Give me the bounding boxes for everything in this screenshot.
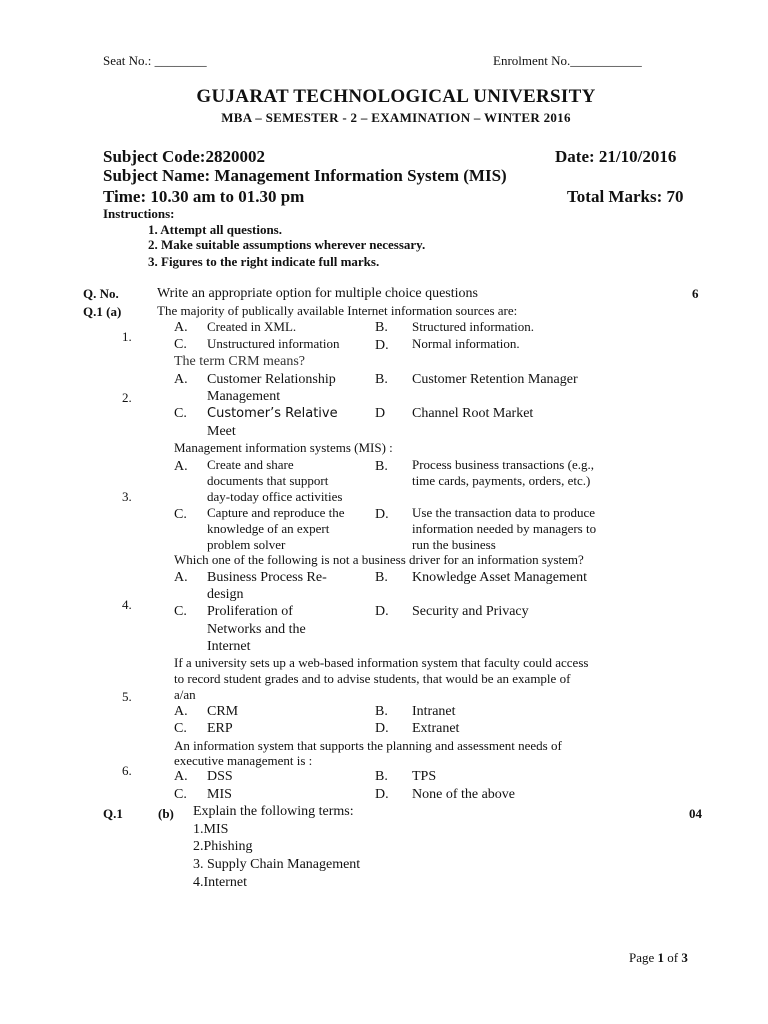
question-number: 3. — [122, 489, 132, 504]
term-item: 2.Phishing — [193, 839, 253, 854]
option-text: knowledge of an expert — [207, 521, 330, 536]
option-text: DSS — [207, 769, 233, 784]
total-marks: Total Marks: 70 — [567, 187, 684, 206]
enrolment-no: Enrolment No.___________ — [493, 53, 642, 68]
question-text: to record student grades and to advise students, that would be an example of — [174, 671, 571, 686]
option-letter: A. — [174, 320, 188, 335]
q1a-label: Q.1 (a) — [83, 304, 122, 319]
section-b-heading: Explain the following terms: — [193, 804, 354, 819]
option-letter: C. — [174, 604, 187, 619]
term-item: 4.Internet — [193, 875, 248, 890]
question-number: 2. — [122, 390, 132, 405]
option-letter: B. — [375, 769, 388, 784]
option-letter: D. — [375, 604, 389, 619]
option-text: Internet — [207, 639, 251, 654]
question-text: If a university sets up a web-based information system that faculty could access — [174, 655, 589, 670]
option-text: Use the transaction data to produce — [412, 505, 596, 520]
option-text: time cards, payments, orders, etc.) — [412, 473, 591, 488]
question-text: An information system that supports the planning and assessment needs of — [174, 738, 562, 753]
option-text: Create and share — [207, 457, 294, 472]
option-text: CRM — [207, 704, 239, 719]
option-text: Knowledge Asset Management — [412, 570, 587, 585]
option-text: information needed by managers to — [412, 521, 597, 536]
q1b-label: Q.1 — [103, 806, 123, 821]
question-number: 6. — [122, 763, 132, 778]
option-text: Customer’s Relative — [207, 406, 338, 421]
question-text: a/an — [174, 687, 196, 702]
question-number: 4. — [122, 597, 132, 612]
exam-time: Time: 10.30 am to 01.30 pm — [103, 187, 305, 206]
option-letter: B. — [375, 372, 388, 387]
question-text: The term CRM means? — [174, 354, 306, 369]
option-text: Networks and the — [207, 622, 306, 637]
option-text: MIS — [207, 787, 232, 802]
question-number: 1. — [122, 329, 132, 344]
option-text: Business Process Re- — [207, 570, 327, 585]
option-letter: D. — [375, 338, 389, 353]
instructions-label: Instructions: — [103, 206, 175, 221]
option-letter: D — [375, 406, 386, 421]
q-no-label: Q. No. — [83, 286, 119, 301]
option-letter: C. — [174, 787, 187, 802]
option-text: Unstructured information — [207, 336, 340, 351]
option-letter: B. — [375, 459, 388, 474]
option-text: None of the above — [412, 787, 516, 802]
option-letter: A. — [174, 372, 188, 387]
section-b-marks: 04 — [689, 806, 702, 821]
option-letter: A. — [174, 459, 188, 474]
exam-title: MBA – SEMESTER - 2 – EXAMINATION – WINTER 2016 — [221, 110, 571, 125]
option-text: run the business — [412, 537, 496, 552]
option-letter: A. — [174, 704, 188, 719]
option-letter: A. — [174, 769, 188, 784]
option-letter: C. — [174, 721, 187, 736]
option-letter: C. — [174, 406, 187, 421]
option-text: documents that support — [207, 473, 329, 488]
question-text: Management information systems (MIS) : — [174, 440, 393, 455]
option-letter: D. — [375, 787, 389, 802]
option-text: Intranet — [412, 704, 456, 719]
page-current: 1 — [657, 950, 665, 965]
term-item: 1.MIS — [193, 822, 229, 837]
option-text: Structured information. — [412, 319, 535, 334]
option-text: Capture and reproduce the — [207, 505, 345, 520]
instruction-item: 3. Figures to the right indicate full marks. — [148, 254, 380, 269]
option-text: Meet — [207, 424, 236, 439]
page-of: of — [664, 950, 682, 965]
option-letter: C. — [174, 507, 187, 522]
option-text: day-today office activities — [207, 489, 343, 504]
question-text: Which one of the following is not a business driver for an information system? — [174, 552, 584, 567]
instruction-item: 1. Attempt all questions. — [148, 222, 282, 237]
option-text: Process business transactions (e.g., — [412, 457, 594, 472]
page-total: 3 — [681, 950, 688, 965]
question-number: 5. — [122, 689, 132, 704]
option-text: Management — [207, 389, 281, 404]
subject-code: Subject Code:2820002 — [103, 147, 265, 166]
option-text: problem solver — [207, 537, 286, 552]
instruction-item: 2. Make suitable assumptions wherever necessary. — [148, 237, 426, 252]
option-letter: B. — [375, 570, 388, 585]
option-letter: B. — [375, 320, 388, 335]
option-letter: C. — [174, 337, 187, 352]
term-item: 3. Supply Chain Management — [193, 857, 361, 872]
option-text: Created in XML. — [207, 319, 297, 334]
option-text: Customer Retention Manager — [412, 372, 578, 387]
subject-name: Subject Name: Management Information System (MIS) — [103, 166, 507, 185]
page-number — [629, 950, 688, 966]
question-text: The majority of publically available Internet information sources are: — [157, 303, 518, 318]
question-text: executive management is : — [174, 753, 313, 768]
section-a-marks: 6 — [692, 286, 699, 301]
option-text: Normal information. — [412, 336, 520, 351]
option-letter: D. — [375, 507, 389, 522]
option-text: ERP — [207, 721, 233, 736]
option-text: Security and Privacy — [412, 604, 529, 619]
option-text: Channel Root Market — [412, 406, 534, 421]
option-text: Proliferation of — [207, 604, 293, 619]
option-letter: A. — [174, 570, 188, 585]
seat-no: Seat No.: ________ — [103, 53, 207, 68]
section-a-heading: Write an appropriate option for multiple choice questions — [157, 286, 478, 301]
q1b-part: (b) — [158, 806, 174, 821]
exam-date: Date: 21/10/2016 — [555, 147, 677, 166]
page-prefix: Page — [629, 950, 658, 965]
option-letter: B. — [375, 704, 388, 719]
option-text: TPS — [412, 769, 437, 784]
option-text: Extranet — [412, 721, 460, 736]
option-letter: D. — [375, 721, 389, 736]
university-title: GUJARAT TECHNOLOGICAL UNIVERSITY — [196, 86, 596, 107]
option-text: design — [207, 587, 244, 602]
option-text: Customer Relationship — [207, 372, 336, 387]
